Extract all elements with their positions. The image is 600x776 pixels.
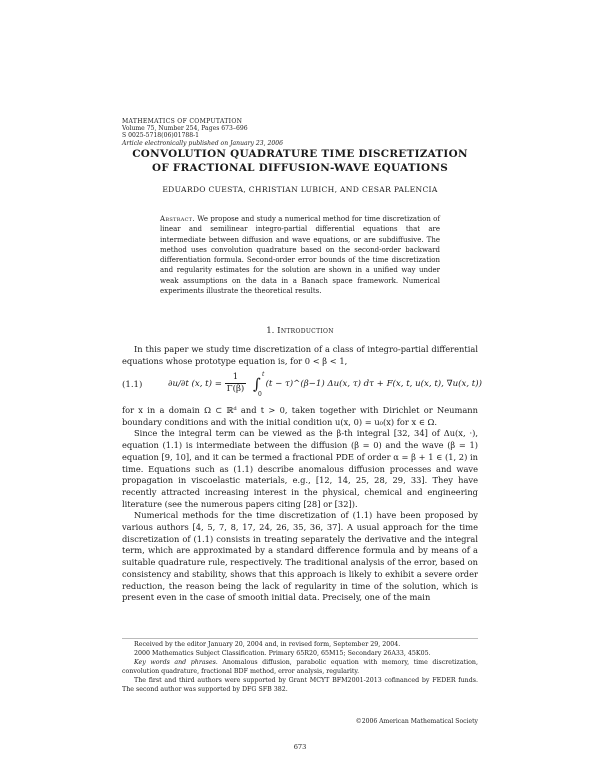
- fraction-numerator: 1: [225, 372, 247, 384]
- issn: S 0025-5718(06)01788-1: [122, 132, 200, 140]
- equation-rhs: (t − τ)^(β−1) Δu(x, τ) dτ + F(x, t, u(x, t), ∇u(x, t)): [265, 379, 482, 389]
- fraction-denominator: Γ(β): [226, 384, 245, 394]
- paragraph: Numerical methods for the time discretization of (1.1) have been proposed by various authors [4, 5, 7, 8, 17, 24, 26, 35, 36, 37]. A usual approach for the time discretization of (1.1) consists in treating separately the derivative and the integral term, which are approximated by a standard difference formula and by means of a suitable quadrature rule, respectively. The traditional analysis of the error, based on consistency and stability, shows that this approach is likely to exhibit a severe order reduction, the reason being the lack of regularity in time of the solution, which is present even in the case of smooth initial data. Precisely, one of the main: [122, 510, 478, 603]
- funding-note: The first and third authors were supported by Grant MCYT BFM2001-2013 cofinanced by FEDER funds. The second author was supported by DFG SFB 382.: [122, 677, 478, 693]
- paragraph: In this paper we study time discretization of a class of integro-partial differential equations whose prototype equation is, for 0 < β < 1,: [122, 344, 478, 366]
- abstract-text: We propose and study a numerical method for time discretization of linear and semilinear integro-partial differential equations that are intermediate between diffusion and wave equations, or are subdiffusive. The method uses convolution quadrature based on the second-order backward differentiation formula. Second-order error bounds of the time discretization and regularity estimates for the solution are shown in a unified way under weak assumptions on the data in a Banach space framework. Numerical experiments illustrate the theoretical results.: [160, 215, 440, 296]
- integral-lower-limit: 0: [258, 390, 262, 398]
- footnotes: [122, 640, 478, 694]
- equation-label: (1.1): [122, 380, 143, 390]
- copyright: ©2006 American Mathematical Society: [355, 718, 478, 725]
- journal-header: [122, 118, 283, 147]
- title-line-2: OF FRACTIONAL DIFFUSION-WAVE EQUATIONS: [151, 162, 449, 174]
- keywords-note: [122, 658, 478, 676]
- section-title: Introduction: [277, 326, 334, 336]
- authors: EDUARDO CUESTA, CHRISTIAN LUBICH, AND CESAR PALENCIA: [162, 185, 438, 194]
- volume-info: Volume 75, Number 254, Pages 673–696: [122, 125, 248, 133]
- paragraph: Since the integral term can be viewed as the β-th integral [32, 34] of Δu(x, ·), equation (1.1) is intermediate between the diffusion (β = 0) and the wave (β = 1) equation [9, 10], and it can be termed a fractional PDE of order α = β + 1 ∈ (1, 2) in time. Equations such as (1.1) describe anomalous diffusion processes and wave propagation in viscoelastic materials, e.g., [12, 14, 25, 28, 29, 33]. They have recently attracted increasing interest in the physical, chemical and engineering literature (see the numerous papers citing [28] or [32]).: [122, 428, 478, 509]
- footnote-divider: [122, 638, 478, 639]
- abstract-label: Abstract.: [160, 215, 195, 223]
- msc-note: 2000 Mathematics Subject Classification. Primary 65R20, 65M15; Secondary 26A33, 45K05.: [134, 650, 431, 657]
- paragraph: for x in a domain Ω ⊂ ℝᵈ and t > 0, taken together with Dirichlet or Neumann boundary conditions and with the initial condition u(x, 0) = u₀(x) for x ∈ Ω.: [122, 405, 478, 427]
- page-number: 673: [293, 743, 307, 751]
- equation-1-1: [122, 370, 482, 404]
- keywords-label: Key words and phrases.: [134, 659, 218, 666]
- intro-paragraph-1: [122, 344, 478, 367]
- intro-body: [122, 405, 478, 604]
- journal-name: MATHEMATICS OF COMPUTATION: [122, 118, 243, 125]
- publication-date: Article electronically published on January 23, 2006: [122, 139, 284, 147]
- abstract: [160, 214, 440, 296]
- equation-body: [168, 370, 482, 398]
- equation-fraction: [225, 372, 247, 395]
- integral-upper-limit: t: [262, 370, 265, 378]
- equation-lhs: ∂u/∂t (x, t) =: [168, 379, 222, 389]
- keywords-text: Anomalous diffusion, parabolic equation with memory, time discretization, convolution quadrature, fractional BDF method, error analysis, regularity.: [122, 659, 478, 675]
- section-number: 1.: [266, 326, 275, 336]
- section-heading: [100, 326, 500, 336]
- received-note: Received by the editor January 20, 2004 and, in revised form, September 29, 2004.: [134, 641, 401, 648]
- integral-sign: ∫ t 0: [253, 370, 265, 398]
- paper-title: [110, 147, 490, 175]
- title-line-1: CONVOLUTION QUADRATURE TIME DISCRETIZATION: [132, 148, 468, 160]
